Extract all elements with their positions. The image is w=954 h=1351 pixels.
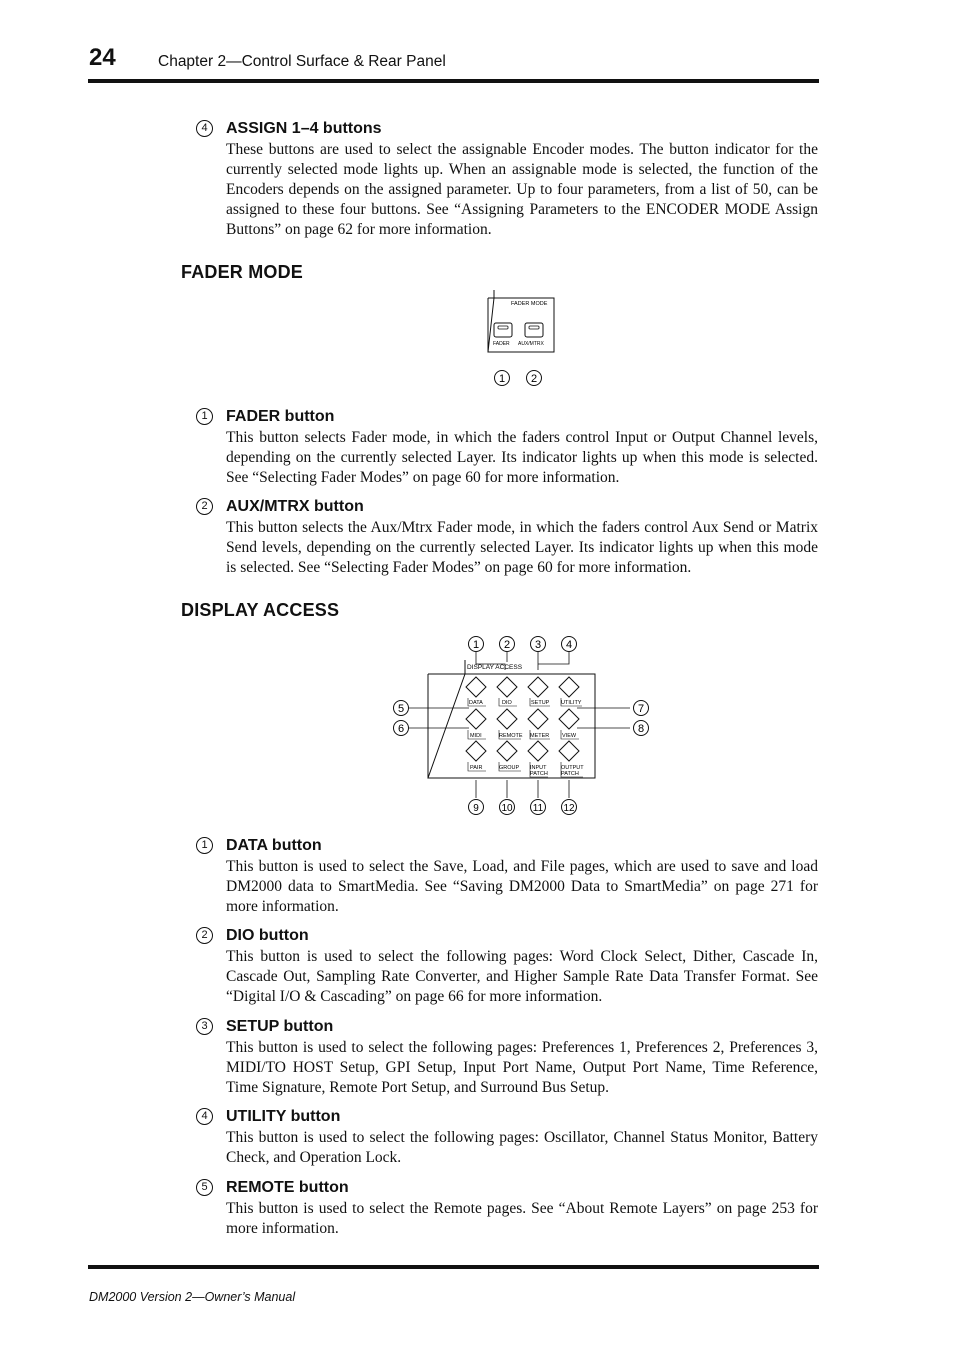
callout-number: 2 (196, 927, 213, 944)
fader-mode-panel-label: FADER MODE (511, 301, 548, 307)
meter-label: METER (530, 733, 550, 739)
callout-number: 1 (196, 837, 213, 854)
item-title: AUX/MTRX button (226, 498, 364, 515)
item-title: FADER button (226, 408, 335, 425)
callout-1: 1 (472, 639, 480, 651)
setup-button-shape (528, 677, 548, 697)
dio-label: DIO (502, 700, 512, 706)
callout-9: 9 (473, 803, 479, 814)
callout-7: 7 (637, 703, 645, 715)
callout-number: 4 (196, 120, 213, 137)
callout-number: 1 (196, 408, 213, 425)
dio-item (196, 925, 818, 1007)
item-title: REMOTE button (226, 1179, 349, 1196)
utility-button-shape (559, 677, 579, 697)
data-label: DATA (469, 700, 483, 706)
callout-10: 10 (501, 803, 513, 814)
view-label: VIEW (562, 733, 577, 739)
footer-rule (88, 1265, 819, 1269)
aux-mtrx-item (196, 496, 818, 578)
pair-button-shape (466, 741, 486, 761)
callout-12: 12 (563, 803, 575, 814)
fader-mode-heading: FADER MODE (181, 262, 304, 282)
page-number: 24 (89, 44, 116, 71)
setup-label: SETUP (531, 700, 550, 706)
fader-button-shape (494, 323, 512, 337)
midi-button-shape (466, 709, 486, 729)
header-rule (88, 79, 819, 83)
item-body: This button is used to select the Save, Load, and File pages, which are used to save and load DM2000 data to SmartMedia. See “Saving DM2000 Data to SmartMedia” on page 271 for more information. (226, 858, 818, 915)
display-access-panel-label: DISPLAY ACCESS (467, 664, 523, 671)
fader-callout-1: 1 (498, 373, 506, 385)
item-body: This button is used to select the following pages: Preferences 1, Preferences 2, Preferences 3, MIDI/TO HOST Setup, GPI Setup, Input Port Name, Output Port Name, Time Reference, Time Signature, Remote Port Setup, and Surround Bus Setup. (226, 1039, 818, 1096)
utility-item (196, 1106, 818, 1168)
group-button-shape (497, 741, 517, 761)
callout-number: 3 (196, 1018, 213, 1035)
midi-label: MIDI (470, 733, 482, 739)
item-body: This button selects Fader mode, in which the faders control Input or Output Channel levels, depending on the currently selected Layer. Its indicator lights up when this mode is selected. See “Selecting Fader Modes” on page 60 for more information. (226, 429, 818, 486)
fader-mode-diagram (470, 290, 580, 390)
display-access-heading: DISPLAY ACCESS (181, 600, 340, 620)
item-body: This button selects the Aux/Mtrx Fader mode, in which the faders control Aux Send or Matrix Send levels, depending on the currently selected Layer. Its indicator lights up when this mode is selected. See “Selecting Fader Modes” on page 60 for more information. (226, 519, 818, 576)
callout-2: 2 (503, 639, 511, 651)
item-title: DATA button (226, 837, 322, 854)
callout-8: 8 (637, 723, 645, 735)
item-title: DIO button (226, 927, 309, 944)
fader-item (196, 406, 818, 488)
item-body: This button is used to select the following pages: Oscillator, Channel Status Monitor, Battery Check, and Operation Lock. (226, 1129, 818, 1166)
item-title: SETUP button (226, 1018, 334, 1035)
input-patch-label: PATCH (530, 771, 548, 777)
data-item (196, 835, 818, 917)
input-patch-button-shape (528, 741, 548, 761)
callout-number: 4 (196, 1108, 213, 1125)
input-label: INPUT (530, 765, 547, 771)
callout-number: 5 (196, 1179, 213, 1196)
view-button-shape (559, 709, 579, 729)
aux-mtrx-button-shape (525, 323, 543, 337)
item-title: ASSIGN 1–4 buttons (226, 120, 382, 137)
remote-item (196, 1177, 818, 1239)
callout-6: 6 (397, 723, 405, 735)
pair-label: PAIR (470, 765, 483, 771)
aux-mtrx-button-label: AUX/MTRX (518, 341, 544, 347)
footer-text: DM2000 Version 2—Owner’s Manual (89, 1290, 296, 1304)
group-label: GROUP (499, 765, 520, 771)
item-body: This button is used to select the following pages: Word Clock Select, Dither, Cascade In, Cascade Out, Sampling Rate Converter, and Higher Sample Rate Data Transfer Format. See “Digital I/O & Cascading” on page 66 for more information. (226, 948, 818, 1005)
assign-item (196, 118, 818, 240)
setup-item (196, 1016, 818, 1098)
utility-label: UTILITY (561, 700, 582, 706)
remote-label: REMOTE (499, 733, 523, 739)
item-title: UTILITY button (226, 1108, 341, 1125)
remote-button-shape (497, 709, 517, 729)
chapter-title: Chapter 2—Control Surface & Rear Panel (158, 53, 446, 70)
callout-5: 5 (397, 703, 405, 715)
data-button-shape (466, 677, 486, 697)
callout-3: 3 (534, 639, 542, 651)
dio-button-shape (497, 677, 517, 697)
callout-4: 4 (565, 639, 573, 651)
fader-callout-2: 2 (530, 373, 538, 385)
item-body: These buttons are used to select the assignable Encoder modes. The button indicator for the currently selected mode lights up. When an assignable mode is selected, the function of the Encoders depends on the assigned parameter. Up to four parameters, from a list of 50, can be assigned to these four buttons. See “Assigning Parameters to the ENCODER MODE Assign Buttons” on page 62 for more information. (226, 141, 818, 238)
output-label: OUTPUT (561, 765, 584, 771)
callout-number: 2 (196, 498, 213, 515)
output-patch-label: PATCH (561, 771, 579, 777)
output-patch-button-shape (559, 741, 579, 761)
fader-button-label: FADER (493, 341, 510, 347)
display-access-diagram (385, 630, 665, 825)
item-body: This button is used to select the Remote pages. See “About Remote Layers” on page 253 for more information. (226, 1200, 818, 1237)
callout-11: 11 (532, 803, 544, 814)
meter-button-shape (528, 709, 548, 729)
